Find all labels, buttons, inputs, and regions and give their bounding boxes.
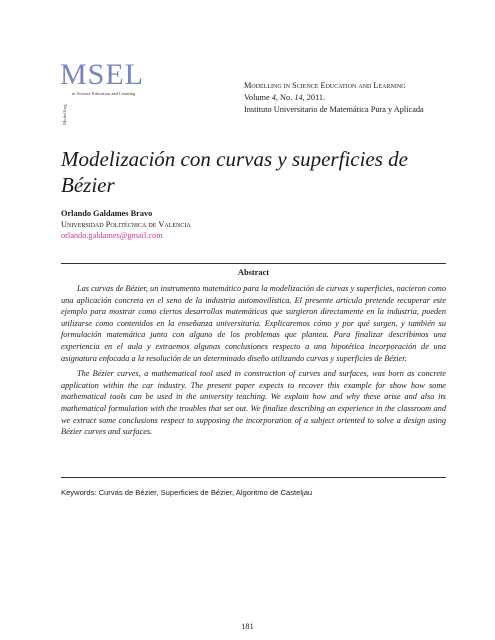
journal-volume-line: Volume 4, No. 14, 2011. [244,93,326,102]
abstract-bottom-rule [61,477,446,478]
author-name: Orlando Galdames Bravo [61,209,153,218]
author-affiliation: Universidad Politécnica de Valencia [61,220,191,229]
logo-vertical-text: Modelling [61,103,67,125]
logo-wordmark: MSEL [60,58,145,91]
abstract-body [61,283,446,442]
volume-number: 4 [271,93,276,102]
page-number: 181 [241,622,254,631]
issue-number: 14 [294,93,303,102]
keywords-list: Curvas de Bézier, Superficies de Bézier, Algoritmo de Casteljau [98,488,313,497]
journal-info [244,80,424,116]
journal-name: Modelling in Science Education and Learning [244,81,406,90]
journal-logo [60,60,180,140]
abstract-top-rule [61,263,446,264]
paper-title: Modelización con curvas y superficies de Bézier [61,147,408,197]
abstract-spanish: Las curvas de Bézier, un instrumento matemático para la modelización de curvas y superficies, nacieron como una aplicación concreta en el seno de la industria automovilística. El presente artículo pretende recuperar este ejemplo para mostrar como ciertos desarrollos matemáticos que surgieron directamente en la industria, pueden utilizarse como contenidos en la enseñanza universitaria. Explicaremos cómo y por qué surgen, y también su formulación matemática junto con alguno de los problemas que plantea. Para finalizar describimos una experiencia en el aula y extraemos algunas conclusiones respecto a una hipotética incorporación de una asignatura enfocada a la resolución de un determinado diseño utilizando curvas y superficies de Bézier. [61,284,446,363]
author-email-link[interactable]: orlando.galdames@gmail.com [61,231,163,240]
logo-tagline: in Science Education and Learning [72,91,136,96]
keywords-label: Keywords: [61,488,97,497]
abstract-heading: Abstract [237,268,270,277]
abstract-english: The Bézier curves, a mathematical tool used in construction of curves and surfaces, was born as concrete application within the car industry. The present paper expects to recover this example for show how some mathematical tools can be used in the university teaching. We explain how and why these arise and also its mathematical formulation with the troubles that set out. We finalize describing an experience in the classroom and we extract some conclusions respect to supposing the incorporation of a subject oriented to solve a design using Bézier curves and surfaces. [61,369,446,437]
keywords-line [61,488,446,497]
journal-institute: Instituto Universitario de Matemática Pura y Aplicada [244,105,424,114]
author-block [61,208,191,241]
